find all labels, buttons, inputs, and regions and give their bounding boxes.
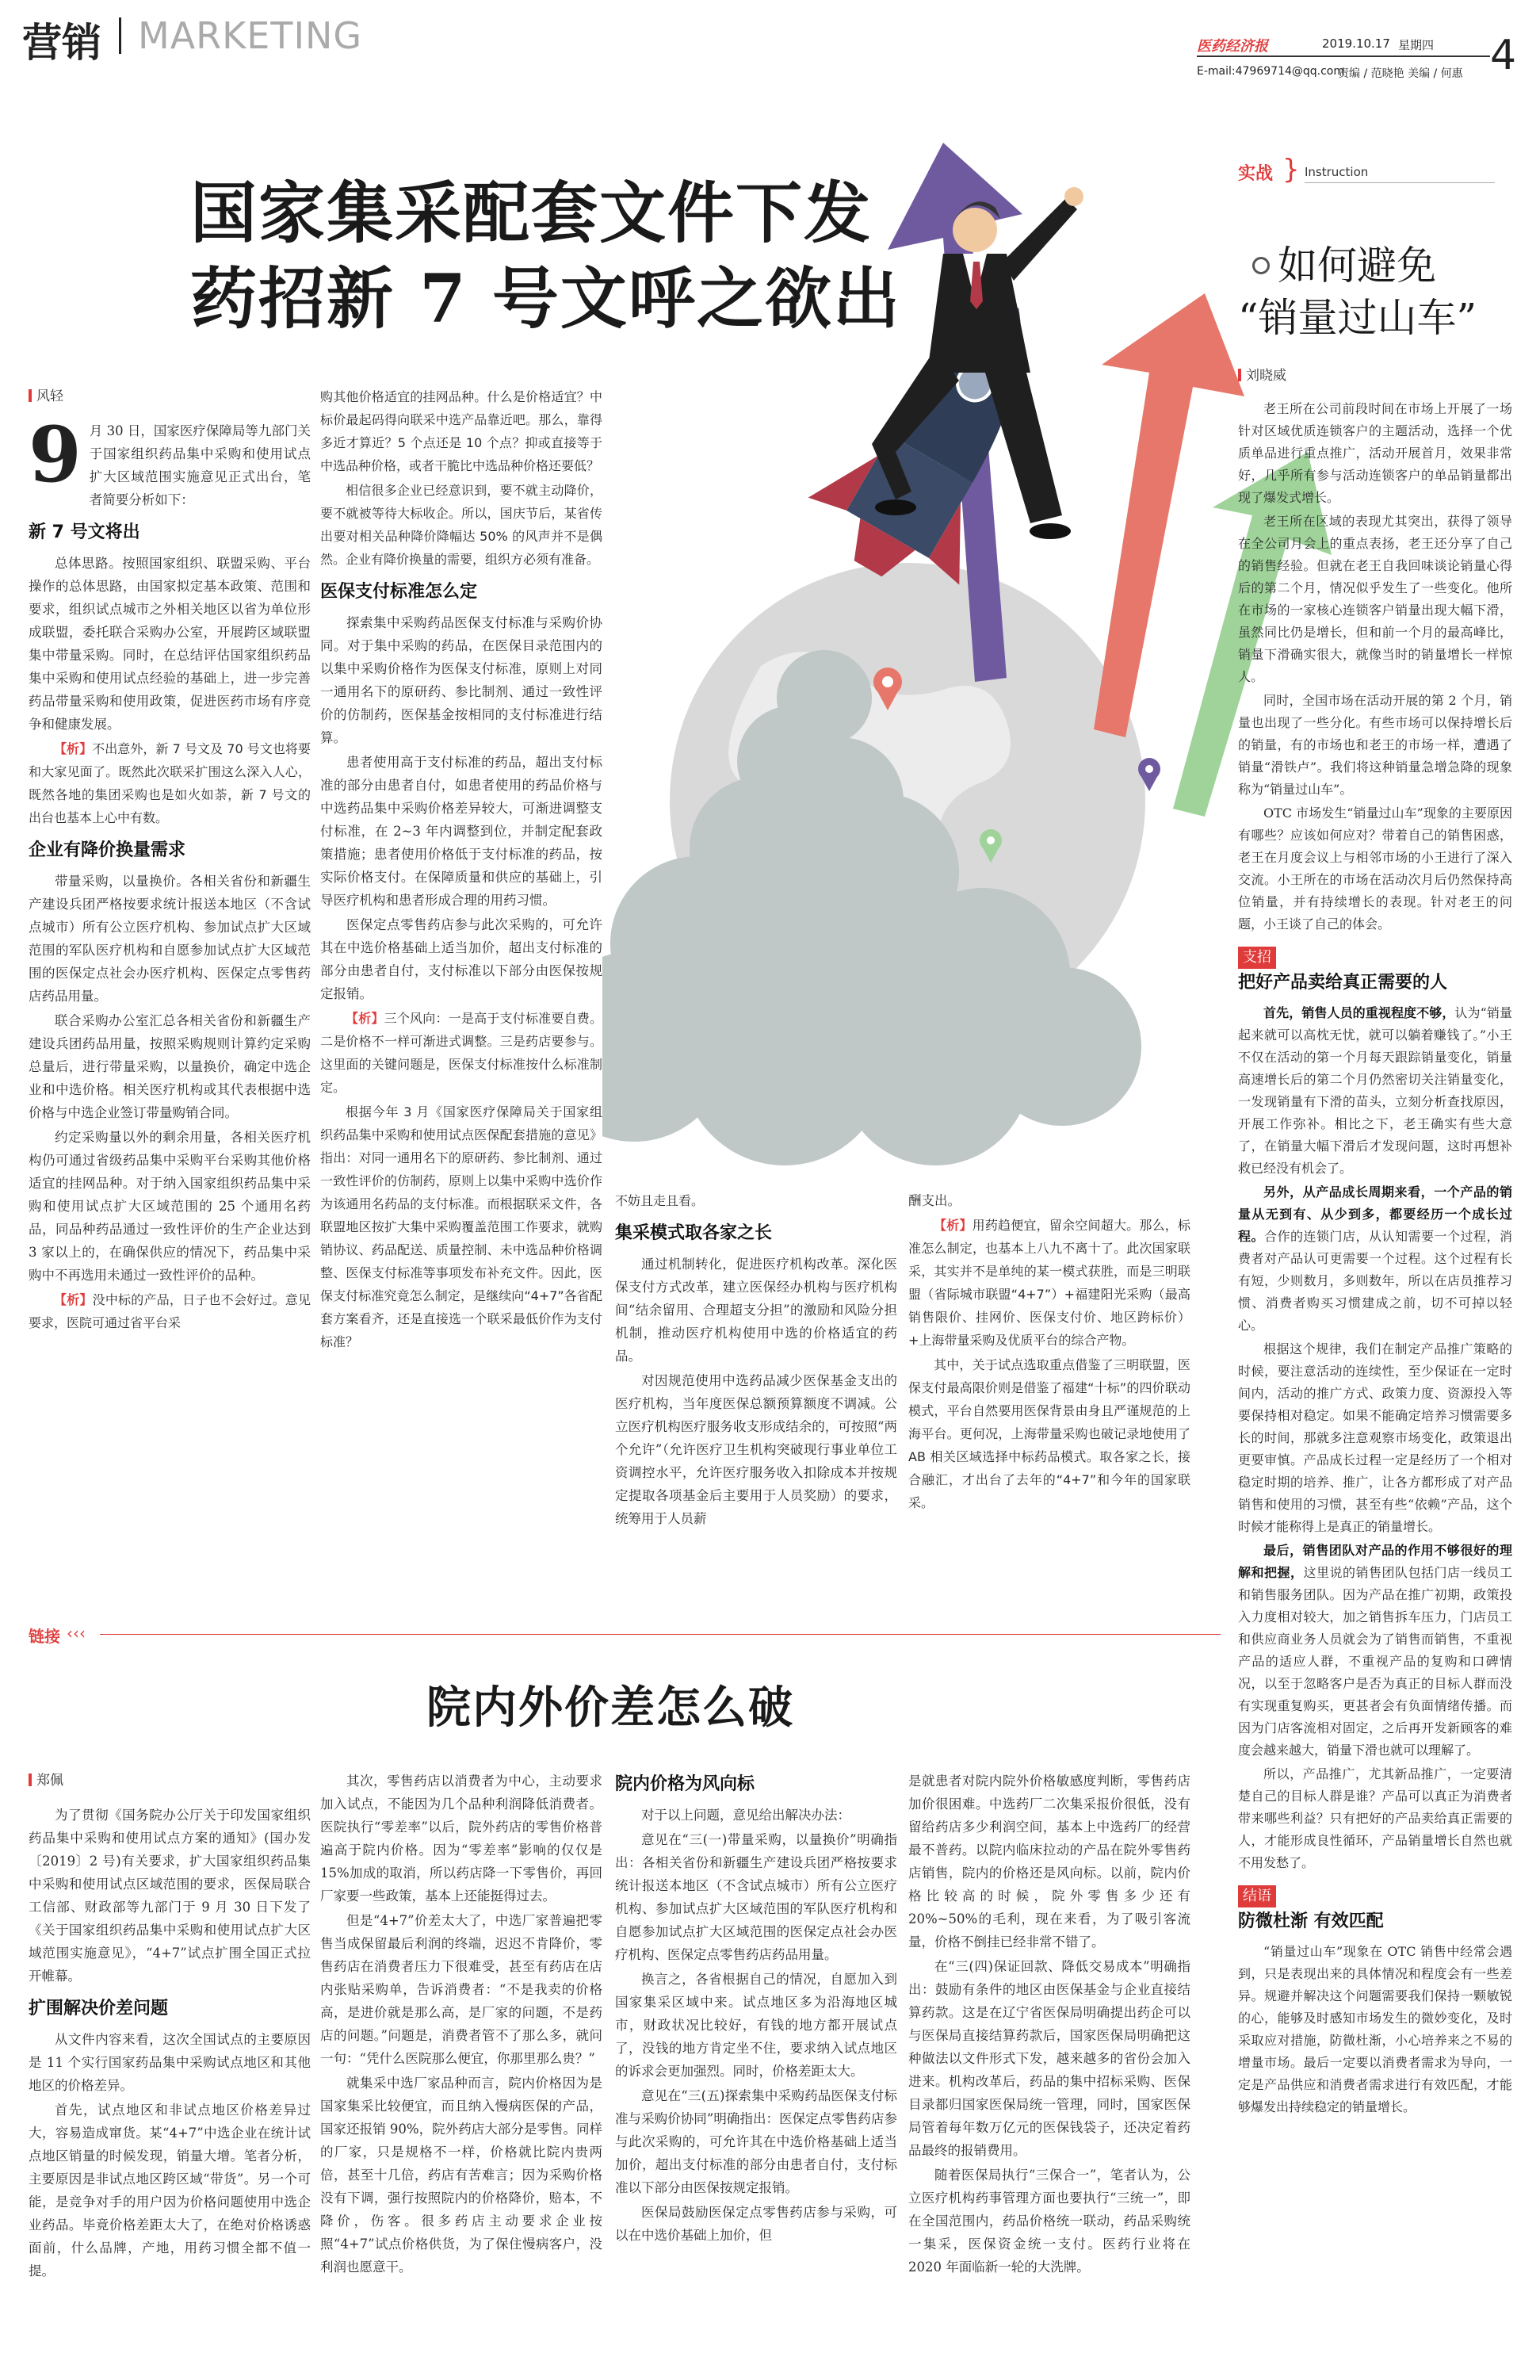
intro-text: 月 30 日，国家医疗保障局等九部门关于国家组织药品集中采购和使用试点扩大区域范围实施意见正式出台，笔者简要分析如下：: [89, 423, 311, 507]
main-column-4: [908, 1189, 1190, 1516]
section-divider: [119, 17, 121, 54]
subheading-3: 医保支付标准怎么定: [320, 582, 478, 602]
link-column-3: [615, 1770, 897, 2248]
subheading: 扩围解决价差问题: [29, 1999, 169, 2018]
analysis-text: 三个风向：一是高于支付标准要自费。二是价格不一样可渐进式调整。三是药店要参与。这里面的关键问题是，医保支付标准按什么标准制定。: [320, 1011, 602, 1095]
intro-paragraph: [29, 410, 311, 511]
title-line-2: 药招新 7 号文呼之欲出: [190, 259, 901, 338]
analysis-note: [320, 1007, 602, 1099]
analysis-tag: 【析】: [346, 1011, 384, 1026]
author-byline: 刘晓威: [1238, 365, 1512, 387]
analysis-continued: 购其他价格适宜的挂网品种。什么是价格适宜？中标价最起码得向联采中选产品靠近吧。那么，靠得多近才算近？5 个点还是 10 个点？抑或直接等于中选品种价格，或者干脆比中选品种价格还要低？: [320, 389, 602, 473]
paragraph: 就集采中选厂家品种而言，院内价格因为是国家集采比较便宜，而且纳入慢病医保的产品，国家还报销 90%，院外药店大部分是零售。同样的厂家，只是规格不一样，价格就比院内贵两倍，甚至十几倍，药店有苦难言；因为采购价格没有下调，强行按照院内的价格降价，赔本，不降价，伤客。很多药店主动要求企业按照“4+7”试点价格供货，为了保住慢病客户，没利润也愿意干。: [320, 2076, 602, 2275]
paragraph: 对于以上问题，意见给出解决办法：: [641, 1808, 850, 1823]
paragraph: 约定采购量以外的剩余用量，各相关医疗机构仍可通过省级药品集中采购平台采购其他价格适宜的挂网品种。对于纳入国家组织药品集中采购和使用试点扩大区域范围的 25 个通用名药品，同品种药品通过一致性评价的生产企业达到 3 家以上的，在确保供应的情况下，药品集中采购中不再选用未通过一致性评价的品种。: [29, 1130, 311, 1283]
author-byline: 风轻: [29, 385, 311, 408]
analysis-continued: 根据今年 3 月《国家医疗保障局关于国家组织药品集中采购和使用试点医保配套措施的意见》指出：对同一通用名下的原研药、参比制剂、通过一致性评价的仿制药，原则上以集中采购中选价作为该通用名药品的支付标准。而根据联采文件，各联盟地区按扩大集中采购覆盖范围工作要求，就购销协议、药品配送、质量控制、未中选品种价格调整、医保支付标准等事项发布补充文件。因此，医保支付标准究竟怎么制定，是继续向“4+7”各省配套方案看齐，还是直接选一个联采最低价作为支付标准？: [320, 1104, 602, 1349]
side-tag-en: Instruction: [1305, 165, 1369, 179]
lead-text: 首先，销售人员的重视程度不够，: [1263, 1005, 1455, 1020]
side-tag-rule: [1305, 182, 1495, 183]
main-column-3: [615, 1189, 897, 1532]
paragraph: 通过机制转化，促进医疗机构改革。深化医保支付方式改革，建立医保经办机构与医疗机构间“结余留用、合理超支分担”的激励和风险分担机制，推动医疗机构使用中选的价格适宜的药品。: [615, 1257, 897, 1364]
analysis-text: 不出意外，新 7 号文及 70 号文也将要和大家见面了。既然此次联采扩围这么深入人心，既然各地的集团采购也是如火如荼，新 7 号文的出台也基本上心中有数。: [29, 741, 311, 825]
author-byline: 郑佩: [29, 1770, 311, 1793]
analysis-tag: 【析】: [934, 1218, 973, 1233]
paragraph: 换言之，各省根据自己的情况，自愿加入到国家集采区域中来。试点地区多为沿海地区城市，财政状况比较好，有钱的地方都开展试点了，没钱的地方肯定坐不住，要求纳入试点地区的诉求会更加强烈。同时，价格差距太大。: [615, 1972, 897, 2079]
contact-email: E-mail:47969714@qq.com: [1197, 65, 1344, 78]
paragraph: 随着医保局执行“三保合一”，笔者认为，公立医疗机构药事管理方面也要执行“三统一”，即在全国范围内，药品价格统一联动，药品采购统一集采，医保资金统一支付。医药行业将在 2020 年面临新一轮的大洗牌。: [908, 2168, 1190, 2275]
analysis-continued: 不妨且走且看。: [615, 1193, 705, 1208]
subheading-2: 企业有降价换量需求: [29, 840, 186, 860]
side-tag-brace: }: [1282, 154, 1300, 186]
body-text: 合作的连锁门店，从认知需要一个过程，消费者对产品认可更需要一个过程。这个过程有长有短，少则数月，多则数年，所以在店员推荐习惯、消费者购买习惯建成之前，切不可掉以轻心。: [1238, 1229, 1512, 1333]
link-column-1: [29, 1770, 311, 2284]
analysis-note: [29, 737, 311, 829]
chevron-link-icon: ‹‹‹: [67, 1624, 86, 1643]
drop-cap: 9: [29, 410, 82, 499]
paragraph: 意见在“三(五)探索集中采购药品医保支付标准与采购价协同”明确指出：医保定点零售药店参与此次采购的，可允许其在中选价格基础上适当加价，超出支付标准的部分由患者自付，支付标准以下部分由医保按规定报销。: [615, 2088, 897, 2195]
paragraph: 在“三(四)保证回款、降低交易成本”明确指出：鼓励有条件的地区由医保基金与企业直接结算药款。这是在辽宁省医保局明确提出药企可以与医保局直接结算药款后，国家医保局明确把这种做法以文件形式下发，越来越多的省份会加入进来。机构改革后，药品的集中招标采购、医保目录都归国家医保局统一管理，同时，国家医保局管着每年数万亿元的医保钱袋子，还决定着药品最终的报销费用。: [908, 1959, 1190, 2158]
issue-weekday: 星期四: [1398, 38, 1435, 52]
subheading-1: 新 7 号文将出: [29, 522, 140, 542]
link-label: 链接: [29, 1627, 60, 1646]
paragraph: 总体思路。按照国家组织、联盟采购、平台操作的总体思路，由国家拟定基本政策、范围和要求，组织试点城市之外相关地区以省为单位形成联盟，委托联合采购办公室，开展跨区域联盟集中带量采购。同时，在总结评估国家组织药品集中采购和使用试点经验的基础上，进一步完善药品带量采购和使用政策，促进医药市场有序竞争和健康发展。: [29, 556, 311, 732]
side-title-text-1: 如何避免: [1278, 243, 1436, 289]
paragraph: [1238, 1181, 1512, 1337]
paragraph: “销量过山车”现象在 OTC 销售中经常会遇到，只是表现出来的具体情况和程度会有一些差异。规避并解决这个问题需要我们保持一颗敏锐的心，能够及时感知市场发生的微妙变化，及时采取应对措施，防微杜渐，小心培养来之不易的增量市场。最后一定要以消费者需求为导向，一定是产品供应和消费者需求进行有效匹配，才能够爆发出持续稳定的销量增长。: [1238, 1944, 1512, 2114]
paragraph: [1238, 1002, 1512, 1180]
paper-name: 医药经济报: [1197, 38, 1268, 55]
paragraph: 是就患者对院内院外价格敏感度判断，零售药店加价很困难。中选药厂二次集采报价很低，没有留给药店多少利润空间，基本上中选药厂的经营最不普药。以院内临床拉动的产品在院外零售药店销售，院内的价格还是风向标。以前，院内价格比较高的时候，院外零售多少还有 20%~50%的毛利，现在来看，为了吸引客流量，价格不倒挂已经非常不错了。: [908, 1774, 1190, 1950]
paragraph: 对因规范使用中选药品减少医保基金支出的医疗机构，当年度医保总额预算额度不调减。公立医疗机构医疗服务收支形成结余的，可按照“两个允许”（允许医疗卫生机构突破现行事业单位工资调控水平，允许医疗服务收入扣除成本并按规定提取各项基金后主要用于人员奖励）的要求，统筹用于人员薪: [615, 1373, 897, 1526]
paragraph: 探索集中采购药品医保支付标准与采购价协同。对于集中采购的药品，在医保目录范围内的以集中采购价格作为医保支付标准，原则上对同一通用名下的原研药、参比制剂、通过一致性评价的仿制药，医保基金按相同的支付标准进行结算。: [320, 615, 602, 745]
paragraph: 从文件内容来看，这次全国试点的主要原因是 11 个实行国家药品集中采购试点地区和其他地区的价格差异。: [29, 2032, 311, 2093]
link-section-header: [29, 1624, 1221, 1647]
paragraph: 同时，全国市场在活动开展的第 2 个月，销量也出现了一些分化。有些市场可以保持增长后的销量，有的市场也和老王的市场一样，遭遇了销量“滑铁卢”。我们将这种销量急增急降的现象称为“销量过山车”。: [1238, 693, 1512, 797]
side-tag-cn: 实战: [1238, 164, 1274, 184]
link-article-title: 院内外价差怎么破: [426, 1682, 794, 1734]
paragraph: OTC 市场发生“销量过山车”现象的主要原因有哪些？应该如何应对？带着自己的销售困惑，老王在月度会议上与相邻市场的小王进行了深入交流。小王所在的市场在活动次月后仍然保持高位销量，并有持续增长的表现。针对老王的问题，小王谈了自己的体会。: [1238, 805, 1512, 932]
side-article-title: [1238, 239, 1508, 344]
page-number: 4: [1490, 32, 1517, 79]
section-tag-conclusion: [1238, 1885, 1512, 1907]
paragraph: 联合采购办公室汇总各相关省份和新疆生产建设兵团药品用量，按照采购规则计算约定采购总量后，进行带量采购，以量换价，确定中选企业和中选价格。相关医疗机构或其代表根据中选价格与中选企业签订带量购销合同。: [29, 1013, 311, 1120]
issue-date: 2019.10.17: [1322, 36, 1390, 51]
subheading: 院内价格为风向标: [615, 1774, 755, 1794]
paragraph: 首先，试点地区和非试点地区价格差异过大，容易造成窜货。某“4+7”中选企业在统计试点地区销量的时候发现，销量大增。笔者分析，主要原因是非试点地区跨区域“带货”。另一个可能，是竞争对手的用户因为价格问题使用中选企业药品。毕竟价格差距太大了，在绝对价格诱惑面前，什么品牌，产地，用药习惯全都不值一提。: [29, 2103, 311, 2279]
paragraph: 老王所在公司前段时间在市场上开展了一场针对区域优质连锁客户的主题活动，选择一个优质单品进行重点推广，活动开展首月，效果非常好，几乎所有参与活动连锁客户的单品销量都出现了爆发式增长。: [1238, 401, 1512, 505]
analysis-tag: 【析】: [54, 1292, 93, 1307]
lead-text: 另外，从产品成长周期来看，一个产品的销量从无到有、从少到多，都要经历一个成长过程。: [1238, 1184, 1512, 1244]
side-title-line-2: “销量过山车”: [1238, 295, 1477, 341]
body-text: 这里说的销售团队包括门店一线员工和销售服务团队。因为产品在推广初期，政策投入力度相对较大，加之销售拆车压力，门店员工和供应商业务人员就会为了销售而销售，不重视产品的适应人群，不重视产品的复购和口碑情况，以至于忽略客户是否为真正的目标人群而没有实现重复购买，更甚者会有负面情绪传播。而因为门店客流相对固定，之后再开发新顾客的难度会越来越大，销量下滑也就可以理解了。: [1238, 1565, 1512, 1758]
paragraph: 医保局鼓励医保定点零售药店参与采购，可以在中选价基础上加价，但: [615, 2205, 897, 2243]
body-text: 认为“销量起来就可以高枕无忧，就可以躺着赚钱了。”小王不仅在活动的第一个月每天跟踪销量变化，销量高速增长后的第二个月仍然密切关注销量变化，一发现销量有下滑的苗头，立刻分析查找原因，开展工作弥补。相比之下，老王确实有些大意了，在销量大幅下滑后才发现问题，这时再想补救已经没有机会了。: [1238, 1005, 1512, 1176]
paragraph: 老王所在区域的表现尤其突出，获得了领导在全公司月会上的重点表扬，老王还分享了自己的销售经验。但就在老王自我回味谈论销量心得后的第二个月，情况似乎发生了一些变化。他所在市场的一家核心连锁客户销量出现大幅下滑，虽然同比仍是增长，但和前一个月的最高峰比，销量下滑确实很大，就像当时的销量增长一样惊人。: [1238, 514, 1512, 684]
paragraph: 意见在“三(一)带量采购，以量换价”明确指出：各相关省份和新疆生产建设兵团严格按要求统计报送本地区（不含试点城市）所有公立医疗机构、参加试点扩大区域范围的军队医疗机构和自愿参加试点扩大区域范围的医保定点社会办医疗机构、医保定点零售药店药品用量。: [615, 1832, 897, 1962]
title-line-1: 国家集采配套文件下发: [190, 174, 873, 252]
section-title-cn: 营销: [22, 20, 101, 66]
analysis-text: 用药趋便宜，留余空间超大。那么，标准怎么制定，也基本上八九不离十了。此次国家联采，其实并不是单纯的某一模式获胜，而是三明联盟（省际城市联盟“4+7”）+福建阳光采购（最高销售限价、挂网价、医保支付价、地区跨标价）+上海带量采购及优质平台的综合产物。: [908, 1218, 1190, 1348]
subheading: 把好产品卖给真正需要的人: [1238, 973, 1448, 993]
tips-tag: 支招: [1238, 947, 1276, 969]
paragraph: 带量采购，以量换价。各相关省份和新疆生产建设兵团严格按要求统计报送本地区（不含试点城市）所有公立医疗机构、参加试点扩大区域范围的军队医疗机构和自愿参加试点扩大区域范围的医保定点社会办医疗机构、医保定点零售药店药品用量。: [29, 874, 311, 1004]
subheading-4: 集采模式取各家之长: [615, 1223, 773, 1243]
paragraph: 医保定点零售药店参与此次采购的，可允许其在中选价格基础上适当加价，超出支付标准的部分由患者自付，支付标准以下部分由医保按规定报销。: [320, 917, 602, 1001]
analysis-text: 没中标的产品，日子也不会好过。意见要求，医院可通过省平台采: [29, 1292, 311, 1330]
section-tag-tips: [1238, 947, 1512, 969]
paragraph: [1238, 1540, 1512, 1762]
paragraph: 其次，零售药店以消费者为中心，主动要求加入试点，不能因为几个品种利润降低消费者。医院执行“零差率”以后，院外药店的零售价格普遍高于院内价格。因为“零差率”影响的仅仅是 15%加成的取消，所以药店降一下零售价，再回厂家要一些政策，基本上还能挺得过去。: [320, 1774, 602, 1904]
analysis-note: [908, 1214, 1190, 1352]
link-rule: [100, 1634, 1221, 1635]
paragraph: 患者使用高于支付标准的药品，超出支付标准的部分由患者自付，如患者使用的药品价格与中选药品集中采购价格差异较大，可渐进调整支付标准，在 2~3 年内调整到位，并制定配套政策措施；患者使用价格低于支付标准的药品，按实际价格支付。在保障质量和供应的基础上，引导医疗机构和患者形成合理的用药习惯。: [320, 755, 602, 908]
link-column-2: [320, 1770, 602, 2280]
side-article-tag: [1238, 154, 1500, 186]
main-column-2: [320, 385, 602, 1355]
paragraph: 酬支出。: [908, 1193, 961, 1208]
side-title-line-1: [1238, 239, 1508, 292]
conclusion-tag: 结语: [1238, 1885, 1276, 1907]
paragraph: 所以，产品推广，尤其新品推广，一定要清楚自己的目标人群是谁？产品可以真正为消费者带来哪些利益？只有把好的产品卖给真正需要的人，才能形成良性循环，产品销量增长自然也就不用发愁了。: [1238, 1766, 1512, 1870]
paragraph: 为了贯彻《国务院办公厅关于印发国家组织药品集中采购和使用试点方案的通知》(国办发〔2019〕2 号)有关要求，扩大国家组织药品集中采购和使用试点区域范围的要求，医保局联合工信部、财政部等九部门于 9 月 30 日下发了《关于国家组织药品集中采购和使用试点扩大区域范围实施意见》，“4+7”试点扩围全国正式拉开帷幕。: [29, 1808, 311, 1984]
analysis-continued: 其中，关于试点选取重点借鉴了三明联盟，医保支付最高限价则是借鉴了福建“十标”的四价联动模式，平台自然要用医保背景由身且严谨规范的上海平台。更何况，上海带量采购也破记录地使用了 AB 相关区域选择中标药品模式。取各家之长，接合融汇，才出台了去年的“4+7”和今年的国家联采。: [908, 1357, 1190, 1510]
link-column-4: [908, 1770, 1190, 2280]
analysis-continued: 相信很多企业已经意识到，要不就主动降价，要不就被等待大标收企。所以，国庆节后，某省传出要对相关品种降价降幅达 50% 的风声并不是偶然。企业有降价换量的需要，组织方必须有准备。: [320, 483, 602, 567]
editor-credits: 责编 / 范晓艳 美编 / 何惠: [1338, 67, 1463, 80]
subheading: 防微杜渐 有效匹配: [1238, 1911, 1384, 1931]
analysis-tag: 【析】: [54, 741, 93, 756]
lead-text: 最后，销售团队对产品的作用不够很好的理解和把握，: [1238, 1543, 1512, 1580]
paragraph: 根据这个规律，我们在制定产品推广策略的时候，要注意活动的连续性，至少保证在一定时间内，活动的推广方式、政策力度、资源投入等要保持相对稳定。如果不能确定培养习惯需要多长的时间，那就多注意观察市场变化，政策退出更要审慎。产品成长过程一定是经历了一个相对稳定时期的培养、推广，让各方都形成了对产品销售和使用的习惯，甚至有些“依赖”产品，这个时候才能称得上是真正的销量增长。: [1238, 1341, 1512, 1534]
side-column: [1238, 365, 1512, 2120]
main-column-1: [29, 385, 311, 1336]
header-rule: [1197, 55, 1490, 57]
paragraph: 但是“4+7”价差太大了，中选厂家普遍把零售当成保留最后利润的终端，迟迟不肯降价，零售药店在消费者压力下很难受，甚至有药店在店内张贴采购单，告诉消费者：“不是我卖的价格高，是进价就是那么高，是厂家的问题，不是药店的问题。”问题是，消费者管不了那么多，就问一句：“凭什么医院那么便宜，你那里那么贵？”: [320, 1913, 602, 2066]
title-bullet: [1252, 257, 1270, 274]
main-article-title: [190, 170, 901, 342]
analysis-note: [29, 1288, 311, 1334]
section-title-en: MARKETING: [138, 14, 363, 57]
